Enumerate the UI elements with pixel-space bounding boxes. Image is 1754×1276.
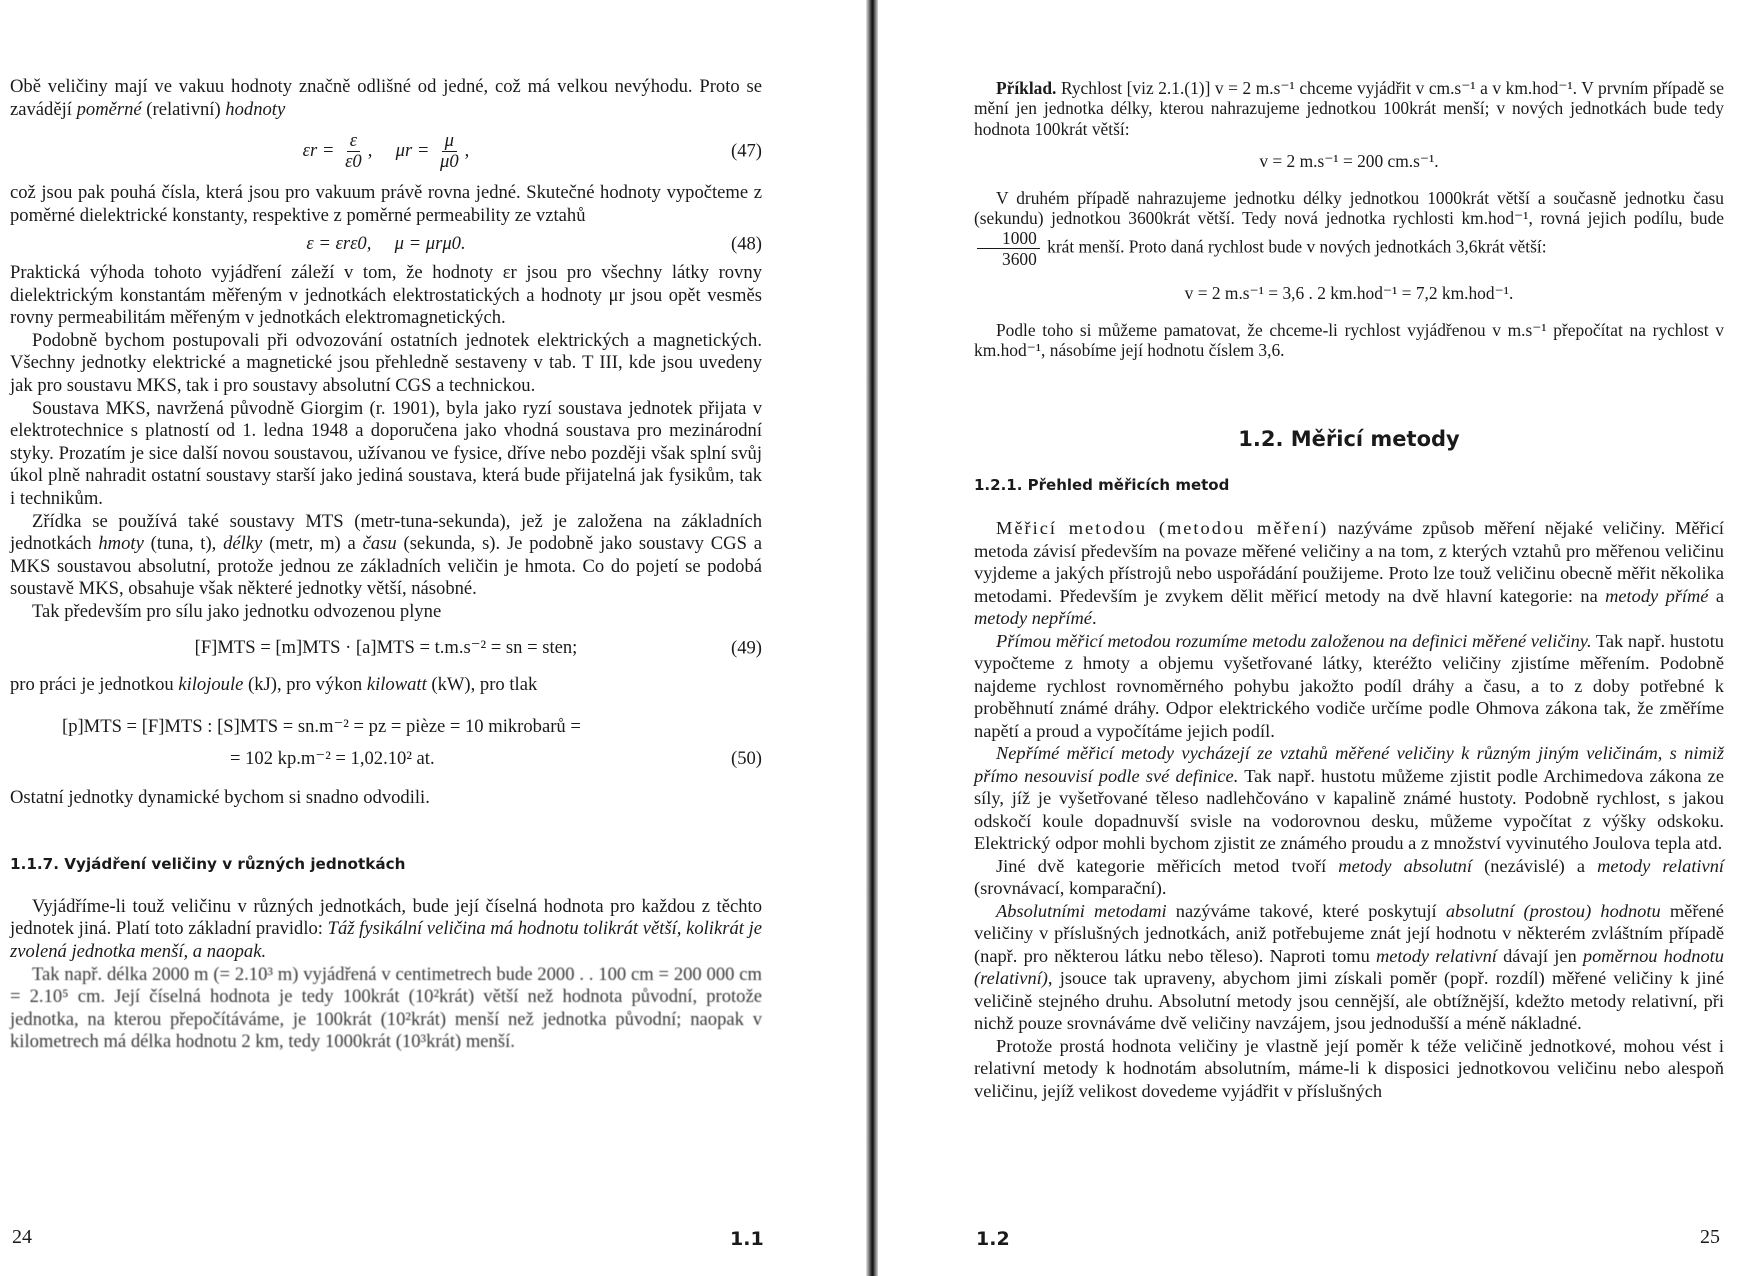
page-number: 25 xyxy=(1700,1226,1720,1248)
paragraph: Přímou měřicí metodou rozumíme metodu založenou na definici měřené veličiny. Tak např. hustotu vypočteme z hmoty a objemu vyšetřované látky, kteréžto veličiny zjistíme měřením. Podobně najdeme rychlost rovnoměrného pohybu jakožto podíl dráhy a času, a to z doby potřebné k proběhnutí známé dráhy. Odpor elektrického vodiče určíme podle Ohmova zákona tak, že změříme napětí a proud a vypočítáme jejich podíl. xyxy=(974,630,1724,741)
paragraph: Měřicí metodou (metodou měření) nazýváme způsob měření nějaké veličiny. Měřicí metoda závisí především na povaze měřené veličiny a na tom, z kterých vztahů pro měřenou veličinu vyjdeme a jakých přístrojů nebo uspořádání použijeme. Proto lze touž veličinu obecně měřit několika metodami. Především je zvykem dělit měřicí metody na dvě hlavní kategorie: na metody přímé a metody nepřímé. xyxy=(974,518,1725,629)
right-text-column xyxy=(974,78,1724,1102)
paragraph: Podobně bychom postupovali při odvozování ostatních jednotek elektrických a magnetických. Všechny jednotky elektrické a magnetické jsou přehledně sestaveny v tab. T III, kde jsou uvedeny jak pro soustavu MKS, tak i pro soustavy absolutní CGS a technickou. xyxy=(10,329,762,396)
fraction: $\frac{1000}{3600}$ xyxy=(977,228,1040,269)
paragraph: Tak především pro sílu jako jednotku odvozenou plyne xyxy=(32,600,442,622)
left-text-column xyxy=(10,76,762,1054)
left-page xyxy=(0,0,866,1276)
fraction: $\frac{\mu}{\mu 0}$ xyxy=(440,130,459,173)
equation-v1: v = 2 m.s⁻¹ = 200 cm.s⁻¹. xyxy=(1259,151,1439,172)
book-gutter xyxy=(866,0,878,1276)
section-heading: 1.1.7. Vyjádření veličiny v různých jednotkách xyxy=(10,855,406,874)
section-heading: 1.2.1. Přehled měřicích metod xyxy=(974,476,1230,495)
running-section: 1.1 xyxy=(730,1228,764,1250)
equation-47: εr = $\frac{\varepsilon}{\varepsilon 0}$ , μr = $\frac{\mu}{\mu 0}$ , (47) xyxy=(302,130,762,173)
paragraph: Praktická výhoda tohoto vyjádření záleží v tom, že hodnoty εr jsou pro všechny látky rovny dielektrickým konstantám měřeným v jednotkách elektrostatických a hodnoty μr jsou opět vesměs rovny permeabilitám měřeným v jednotkách elektromagnetických. xyxy=(10,261,762,329)
paragraph: Jiné dvě kategorie měřicích metod tvoří metody absolutní (nezávislé) a metody relativní (srovnávací, komparační). xyxy=(974,855,1725,899)
equation-48: ε = εrε0, μ = μrμ0. (48) xyxy=(306,233,762,255)
equation-50: [p]MTS = [F]MTS : [S]MTS = sn.m⁻² = pz = pièze = 10 mikrobarů = = 102 kp.m⁻² = 1,02.10² at. (50) xyxy=(62,715,762,770)
paragraph: Absolutními metodami nazýváme takové, které poskytují absolutní (prostou) hodnotu měřené veličiny v příslušných jednotkách, aniž potřebujeme znát její hodnotu v některém zvláštním případě (např. pro některou látku nebo těleso). Naproti tomu metody relativní dávají jen poměrnou hodnotu (relativní), jsouce tak upraveny, abychom jimi získali poměr (popř. rozdíl) měřené veličiny k jiné veličině stejného druhu. Absolutní metody jsou cennější, ale obtížnější, kdežto metody relativní, při nichž pouze srovnáváme dvě veličiny navzájem, jsou jednodušší a méně nákladné. xyxy=(974,900,1724,1034)
paragraph: Ostatní jednotky dynamické bychom si snadno odvodili. xyxy=(10,786,430,808)
equation-number: (50) xyxy=(731,748,762,770)
equation-number: (48) xyxy=(731,233,762,255)
paragraph: Soustava MKS, navržená původně Giorgim (r. 1901), byla jako ryzí soustava jednotek přijata v elektrotechnice s platností od 1. ledna 1948 a doporučena jako vhodná soustava pro mezinárodní styky. Prozatím je sice další novou soustavou, užívanou ve fysice, dříve nebo později však splní svůj úkol plně nahradit ostatní soustavy starší jako jediná soustava, která bude přijatelná jak fysikům, tak i technikům. xyxy=(10,397,762,509)
paragraph: Nepřímé měřicí metody vycházejí ze vztahů měřené veličiny k různým jiným veličinám, s nimiž přímo nesouvisí podle své definice. Tak např. hustotu můžeme zjistit podle Archimedova zákona ze síly, jíž je vyšetřované těleso nadlehčováno v kapalině známé hustoty. Podobně rychlost, s jakou odskočí koule dopadnuvší svisle na vodorovnou desku, můžeme vypočítat z výšky odskoku. Elektrický odpor mohli bychom zjistit ze známého proudu a z množství vyvinutého Joulova tepla atd. xyxy=(974,743,1725,854)
page-number: 24 xyxy=(12,1226,32,1248)
equation-v2: v = 2 m.s⁻¹ = 3,6 . 2 km.hod⁻¹ = 7,2 km.hod⁻¹. xyxy=(1184,283,1514,304)
example-paragraph: V druhém případě nahrazujeme jednotku délky jednotkou 1000krát větší a současně jednotku času (sekundu) jednotkou 3600krát větší. Tedy nová jednotka rychlosti km.hod⁻¹, rovná jejich podílu, bude $\frac{1000}{3600}$ krát menší. Proto daná rychlost bude v nových jednotkách 3,6krát větší: xyxy=(974,187,1724,270)
equation-number: (49) xyxy=(731,637,762,659)
paragraph: Zřídka se používá také soustavy MTS (metr-tuna-sekunda), jež je založena na základních jednotkách hmoty (tuna, t), délky (metr, m) a času (sekunda, s). Je podobně jako soustavy CGS a MKS soustavou absolutní, protože jednou ze základních veličin je hmota. Co do pojetí se podobá soustavě MKS, obsahuje však některé jednotky větší, násobné. xyxy=(10,510,762,600)
paragraph: což jsou pak pouhá čísla, která jsou pro vakuum právě rovna jedné. Skutečné hodnoty vypočteme z poměrné dielektrické konstanty, respektive z poměrné permeability ze vztahů xyxy=(10,182,762,226)
paragraph: Protože prostá hodnota veličiny je vlastně její poměr k téže veličině jednotkové, mohou vést i relativní metody k hodnotám absolutním, máme-li k disposici jednotkovou veličinu nebo alespoň veličinu, jejíž velikost dovedeme vyjádřit v příslušných xyxy=(974,1035,1724,1101)
paragraph: pro práci je jednotkou kilojoule (kJ), pro výkon kilowatt (kW), pro tlak xyxy=(10,674,538,696)
paragraph: Obě veličiny mají ve vakuu hodnoty značně odlišné od jedné, což má velkou nevýhodu. Proto se zavádějí poměrné (relativní) hodnoty xyxy=(10,76,762,120)
equation-number: (47) xyxy=(731,140,762,162)
paragraph: Tak např. délka 2000 m (= 2.10³ m) vyjádřená v centimetrech bude 2000 . . 100 cm = 200 000 cm = 2.10⁵ cm. Její číselná hodnota je tedy 100krát (10²krát) větší než hodnota původní, protože jednotka, na kterou přepočítáváme, je 100krát (10²krát) menší než jednotka původní; naopak v kilometrech má délka hodnotu 2 km, tedy 1000krát (10³krát) menší. xyxy=(10,963,762,1053)
example-paragraph: Příklad. Rychlost [viz 2.1.(1)] v = 2 m.s⁻¹ chceme vyjádřit v cm.s⁻¹ a v km.hod⁻¹. V prvním případě se mění jen jednotka délky, kterou nahrazujeme jednotkou 100krát menší; v nových jednotkách bude tedy hodnota 100krát větší: xyxy=(974,78,1724,139)
paragraph: Vyjádříme-li touž veličinu v různých jednotkách, bude její číselná hodnota pro každou z těchto jednotek jiná. Platí toto základní pravidlo: Táž fysikální veličina má hodnotu tolikrát větší, kolikrát je zvolená jednotka menší, a naopak. xyxy=(10,895,762,963)
chapter-heading: 1.2. Měřicí metody xyxy=(1238,426,1460,451)
running-section: 1.2 xyxy=(976,1228,1010,1250)
methods-text xyxy=(974,517,1724,1102)
example-paragraph: Podle toho si můžeme pamatovat, že chceme-li rychlost vyjádřenou v m.s⁻¹ přepočítat na rychlost v km.hod⁻¹, násobíme její hodnotu číslem 3,6. xyxy=(974,319,1724,361)
right-page xyxy=(878,0,1754,1276)
fraction: $\frac{\varepsilon}{\varepsilon 0}$ xyxy=(345,130,362,173)
equation-49: [F]MTS = [m]MTS · [a]MTS = t.m.s⁻² = sn = sten; (49) xyxy=(194,637,762,659)
